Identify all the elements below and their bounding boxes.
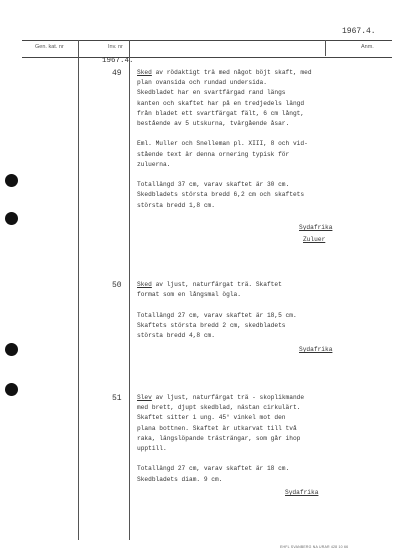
entry-first-word: Sked [137,281,152,288]
entry-line: zuluerna. [137,160,171,168]
header-anm: Anm. [361,44,374,50]
entry-line: upptill. [137,445,167,453]
entry-line: med brett, djupt skedblad, nästan cirkulärt. [137,404,301,412]
entry-region: Sydafrika [299,346,333,353]
entry-year: 1967.4. [102,57,134,65]
print-footer: EHFL SVANBERG NA URAR 428 10 66 [280,545,349,549]
entry-line: kanten och skaftet har på en tredjedels längd [137,99,305,107]
entry-region: Sydafrika [299,224,333,231]
column-divider [78,40,79,540]
entry-line: Skaftet sitter i ung. 45° vinkel mot den [137,414,286,422]
entry-line: plana bottnen. Skaftet är utkarvat till två [137,424,297,432]
entry-description [137,393,304,485]
punch-hole [5,174,18,187]
entry-line: stående text är denna ornering typisk för [137,150,290,158]
entry-line: raka, längslöpande trästrängar, som går ihop [137,434,301,442]
entry-line: Skaftets största bredd 2 cm, skedbladets [137,321,286,329]
entry-description [137,68,312,211]
entry-line: bestående av 5 utskurna, tvärgående åsar. [137,120,290,128]
punch-hole [5,343,18,356]
entry-line: format som en långsmal ögla. [137,291,241,299]
entry-line: Totallängd 27 cm, varav skaftet är 18,5 cm. [137,311,297,319]
entry-people: Zuluer [303,236,326,243]
entry-line: Skedbladets diam. 9 cm. [137,475,223,483]
header-gen-kat: Gen. kat. nr [35,44,64,50]
entry-description [137,280,297,341]
entry-line: Eml. Muller och Snelleman pl. XIII, 8 och vid- [137,140,308,148]
card-year: 1967.4. [342,27,376,36]
entry-line: plan ovansida och rundad undersida. [137,79,267,87]
entry-line: av ljust, naturfärgat trä - skoplikmande [155,394,305,401]
entry-line: från bladet ett svartfärgat fält, 6 cm långt, [137,109,305,117]
entry-line: Totallängd 37 cm, varav skaftet är 30 cm. [137,181,290,189]
entry-region: Sydafrika [285,489,319,496]
punch-hole [5,212,18,225]
entry-first-word: Slev [137,394,152,401]
column-divider [325,40,326,56]
entry-number: 50 [112,281,122,290]
entry-line: största bredd 1,8 cm. [137,201,215,209]
header-inv-nr: Inv. nr [108,44,123,50]
punch-hole [5,383,18,396]
column-divider [129,40,130,540]
entry-number: 51 [112,394,122,403]
entry-first-word: Sked [137,69,152,76]
entry-line: av rödaktigt trä med något böjt skaft, med [155,69,312,76]
entry-line: Skedbladets största bredd 6,2 cm och skaftets [137,191,305,199]
entry-number: 49 [112,69,122,78]
entry-line: Skedbladet har en svartfärgad rand längs [137,89,286,97]
entry-line: största bredd 4,8 cm. [137,332,215,340]
entry-line: Totallängd 27 cm, varav skaftet är 18 cm. [137,465,290,473]
entry-line: av ljust, naturfärgat trä. Skaftet [155,281,282,288]
